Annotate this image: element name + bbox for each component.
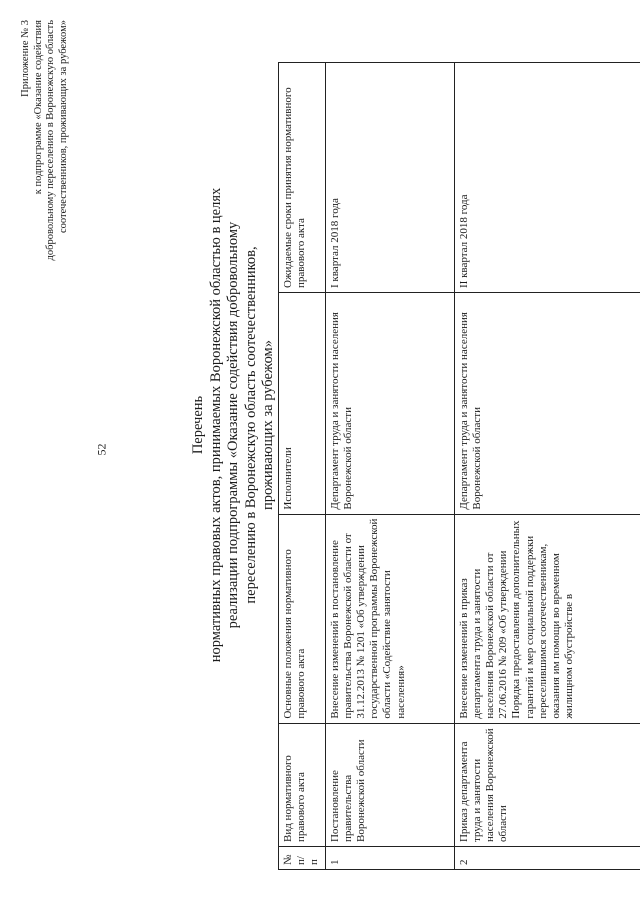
document-title [190,180,278,670]
header-terms: Ожидаемые сроки принятия нормативного правового акта [279,63,326,293]
cell-kind: Приказ департамента труда и занятости населения Воронежской области [454,723,640,846]
header-provisions: Основные положения нормативного правового акта [279,514,326,723]
cell-provisions: Внесение изменений в постановление правительства Воронежской области от 31.12.2013 № 1201 «Об утверждении государственной программы Воронежской области «Содействие занятости населения» [325,514,454,723]
title-line: переселению в Воронежскую область соотечественников, [242,246,259,604]
cell-provisions: Внесение изменений в приказ департамента труда и занятости населения Воронежской области от 27.06.2016 № 209 «Об утверждении Порядка предоставления дополнительных гарантий и мер социальной поддержки переселившимся соотечественникам, оказания им помощи во временном жилищном обустройстве в [454,514,640,723]
cell-executors: Департамент труда и занятости населения Воронежской области [454,293,640,515]
appendix-note [20,20,70,370]
table-header-row [279,63,326,870]
cell-terms: II квартал 2018 года [454,63,640,293]
table-row [454,63,640,870]
header-kind: Вид нормативного правового акта [279,723,326,846]
table-row [325,63,454,870]
rotated-page-content [20,20,620,870]
acts-table [278,62,640,870]
cell-kind: Постановление правительства Воронежской области [325,723,454,846]
title-line: нормативных правовых актов, принимаемых Воронежской областью в целях [207,187,224,663]
cell-num: 1 [325,847,454,870]
appendix-line: Приложение № 3 [20,20,31,97]
cell-num: 2 [454,847,640,870]
title-line: реализации подпрограммы «Оказание содействия добровольному [225,221,241,629]
appendix-line: добровольному переселению в Воронежскую область [45,20,56,261]
header-num: № п/п [279,847,326,870]
page-number: 52 [94,443,109,456]
cell-terms: I квартал 2018 года [325,63,454,293]
cell-executors: Департамент труда и занятости населения Воронежской области [325,293,454,515]
appendix-line: к подпрограмме «Оказание содействия [32,20,44,195]
title-line: проживающих за рубежом» [260,340,276,510]
header-executors: Исполнители [279,293,326,515]
title-heading: Перечень [190,395,206,455]
appendix-line: соотечественников, проживающих за рубежом» [57,20,69,233]
